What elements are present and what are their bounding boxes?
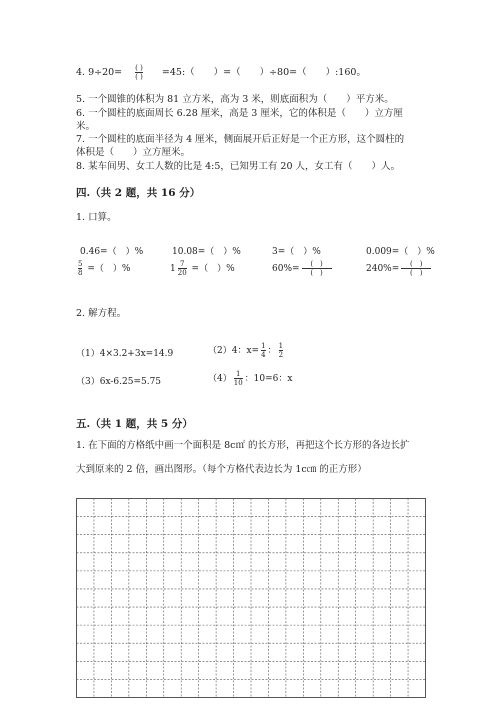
grid-paper[interactable] xyxy=(76,498,426,698)
frac-num: ( ) xyxy=(410,260,423,268)
mixed-whole: 1 xyxy=(170,264,176,274)
equation-1: （1）4×3.2+3x=14.9 xyxy=(76,349,174,359)
s5-q1-line2: 大到原来的 2 倍，画出图形。（每个方格代表边长为 1c㎝ 的正方形） xyxy=(76,464,367,475)
s5-q1-line1: 1. 在下面的方格纸中画一个面积是 8c㎡ 的长方形，再把这个长方形的各边长扩 xyxy=(76,440,410,451)
s4-q2-title: 2. 解方程。 xyxy=(76,308,127,319)
eq4-rest: ：10=6：x xyxy=(244,374,293,384)
frac-den: 20 xyxy=(177,269,187,277)
q4-frac-top: ( ) xyxy=(135,64,143,72)
question-6-line2: 米。 xyxy=(76,121,96,132)
oral-r2c3 xyxy=(272,260,334,277)
oral-r2c2 xyxy=(170,260,235,277)
oral-r2c1-rest: =（ ）% xyxy=(87,264,131,274)
oral-r2c2-fraction xyxy=(178,260,187,277)
oral-r1c4: 0.009=（ ）% xyxy=(366,247,435,257)
oral-r1c1: 0.46=（ ）% xyxy=(80,247,144,257)
eq4-pre: （4） xyxy=(208,374,232,384)
oral-r2c3-pre: 60%= xyxy=(272,264,300,274)
question-4 xyxy=(76,64,366,81)
frac-num: 1 xyxy=(261,342,266,350)
s4-q1-title: 1. 口算。 xyxy=(76,212,117,223)
section-5-title: 五.（共 1 题，共 5 分） xyxy=(76,418,193,430)
eq4-fraction xyxy=(234,370,243,387)
q4-blank-fraction xyxy=(135,64,143,81)
equation-2 xyxy=(208,342,285,359)
question-8: 8. 某车间男、女工人数的比是 4:5，已知男工有 20 人，女工有（ ）人。 xyxy=(76,161,401,172)
frac-num: ( ) xyxy=(310,260,323,268)
frac-num: 7 xyxy=(179,260,185,268)
oral-r2c1 xyxy=(76,260,130,277)
frac-den: 8 xyxy=(78,269,83,277)
q4-prefix: 4. 9÷20= xyxy=(76,67,123,78)
section-4-title: 四.（共 2 题，共 16 分） xyxy=(76,187,201,199)
oral-r2c3-fraction xyxy=(302,260,332,277)
frac-den: 2 xyxy=(278,351,284,359)
eq2-pre: （2）4：x= xyxy=(208,346,260,356)
oral-r2c4 xyxy=(366,260,433,277)
q4-rest: =45:（ ）=（ ）÷80=（ ）:160。 xyxy=(161,67,366,78)
grid-svg[interactable] xyxy=(76,498,426,698)
oral-r1c3: 3=（ ）% xyxy=(272,247,321,257)
q4-frac-bottom: ( ) xyxy=(135,73,143,81)
frac-den: ( ) xyxy=(310,269,323,277)
oral-r1c2: 10.08=（ ）% xyxy=(172,247,241,257)
oral-r2c4-fraction xyxy=(401,260,431,277)
eq2-fraction-1 xyxy=(261,342,265,359)
question-7-line1: 7. 一个圆柱的底面半径为 4 厘米，侧面展开后正好是一个正方形，这个圆柱的 xyxy=(76,134,405,145)
frac-den: 10 xyxy=(233,379,243,387)
eq2-colon: ： xyxy=(267,346,277,356)
frac-num: 1 xyxy=(278,342,284,350)
frac-den: ( ) xyxy=(410,269,423,277)
question-6-line1: 6. 一个圆柱的底面周长 6.28 厘米，高是 3 厘米，它的体积是（ ）立方厘 xyxy=(76,108,403,119)
question-7-line2: 体积是（ ）立方厘米。 xyxy=(76,147,191,158)
oral-r2c4-pre: 240%= xyxy=(366,264,400,274)
eq2-fraction-2 xyxy=(279,342,283,359)
equation-3: （3）6x-6.25=5.75 xyxy=(76,377,162,387)
frac-num: 5 xyxy=(78,260,83,268)
frac-num: 1 xyxy=(235,370,241,378)
frac-den: 4 xyxy=(261,351,266,359)
equation-4 xyxy=(208,370,292,387)
oral-r2c2-rest: =（ ）% xyxy=(191,264,235,274)
question-5: 5. 一个圆锥的体积为 81 立方米，高为 3 米，则底面积为（ ）平方米。 xyxy=(76,94,394,105)
oral-r2c1-fraction xyxy=(78,260,82,277)
